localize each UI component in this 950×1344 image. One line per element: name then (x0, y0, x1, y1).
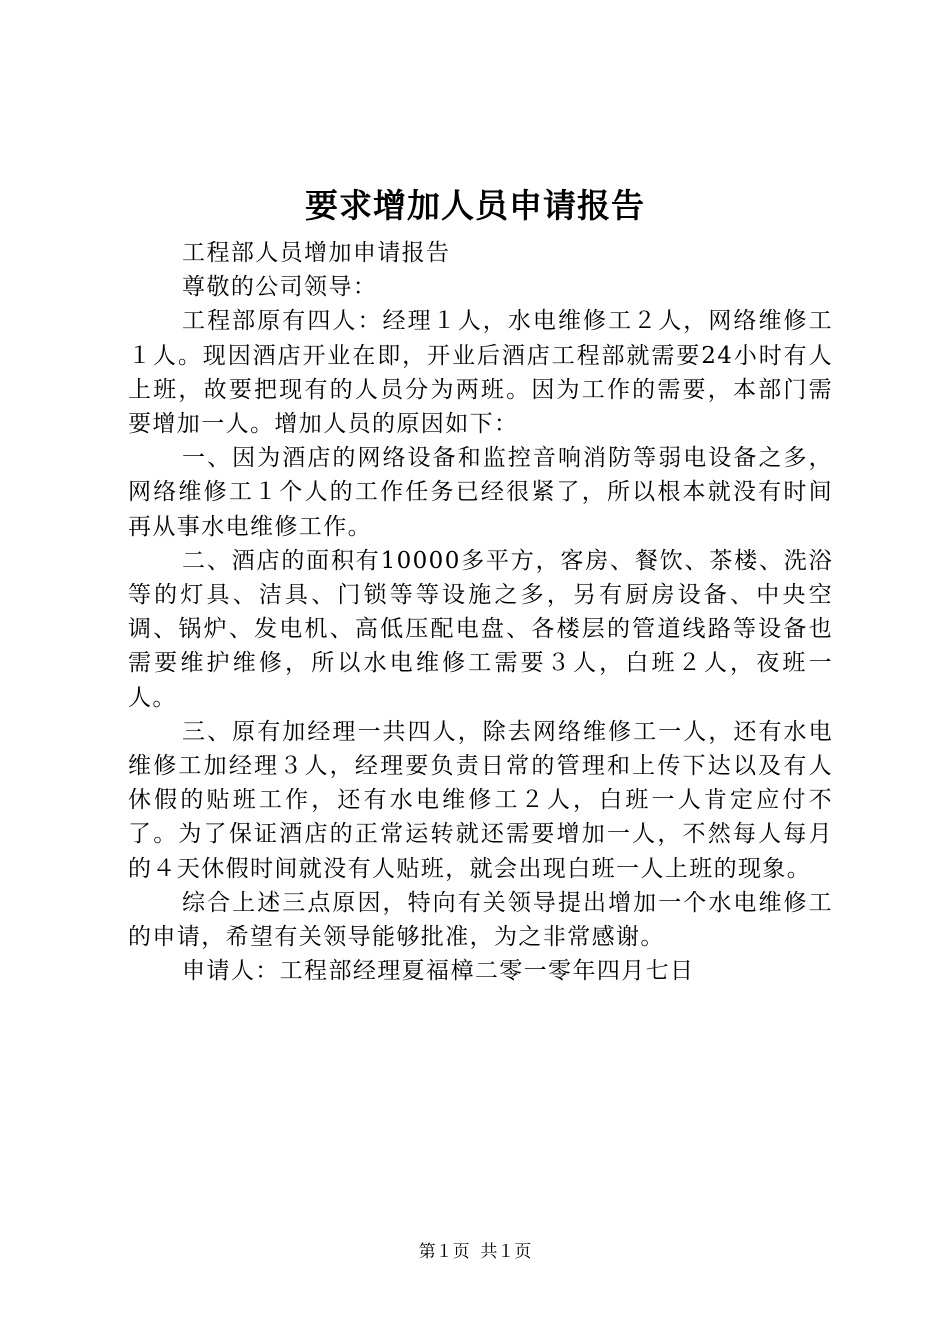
reason-one-paragraph: 一、因为酒店的网络设备和监控音响消防等弱电设备之多，网络维修工１个人的工作任务已经很紧了，所以根本就没有时间再从事水电维修工作。 (128, 445, 833, 540)
intro-paragraph: 工程部原有四人：经理１人，水电维修工２人，网络维修工１人。现因酒店开业在即，开业后酒店工程部就需要24小时有人上班，故要把现有的人员分为两班。因为工作的需要，本部门需要增加一人。增加人员的原因如下： (128, 308, 833, 438)
reason-three-paragraph: 三、原有加经理一共四人，除去网络维修工一人，还有水电维修工加经理３人，经理要负责日常的管理和上传下达以及有人休假的贴班工作，还有水电维修工２人，白班一人肯定应付不了。为了保证酒店的正常运转就还需要增加一人，不然每人每月的４天休假时间就没有人贴班，就会出现白班一人上班的现象。 (128, 718, 833, 882)
document-body (128, 236, 833, 988)
subject-line: 工程部人员增加申请报告 (182, 240, 451, 266)
reason-two-paragraph: 二、酒店的面积有10000多平方，客房、餐饮、茶楼、洗浴等的灯具、洁具、门锁等等设施之多，另有厨房设备、中央空调、锅炉、发电机、高低压配电盘、各楼层的管道线路等设备也需要维护维修，所以水电维修工需要３人，白班２人，夜班一人。 (128, 547, 833, 711)
salutation: 尊敬的公司领导： (182, 274, 378, 301)
page-number: 第１页 共１页 (418, 1242, 532, 1262)
document-title: 要求增加人员申请报告 (305, 186, 645, 225)
conclusion-paragraph: 综合上述三点原因，特向有关领导提出增加一个水电维修工的申请，希望有关领导能够批准，为之非常感谢。 (128, 889, 833, 951)
signature-line: 申请人：工程部经理夏福樟二零一零年四月七日 (182, 958, 695, 985)
